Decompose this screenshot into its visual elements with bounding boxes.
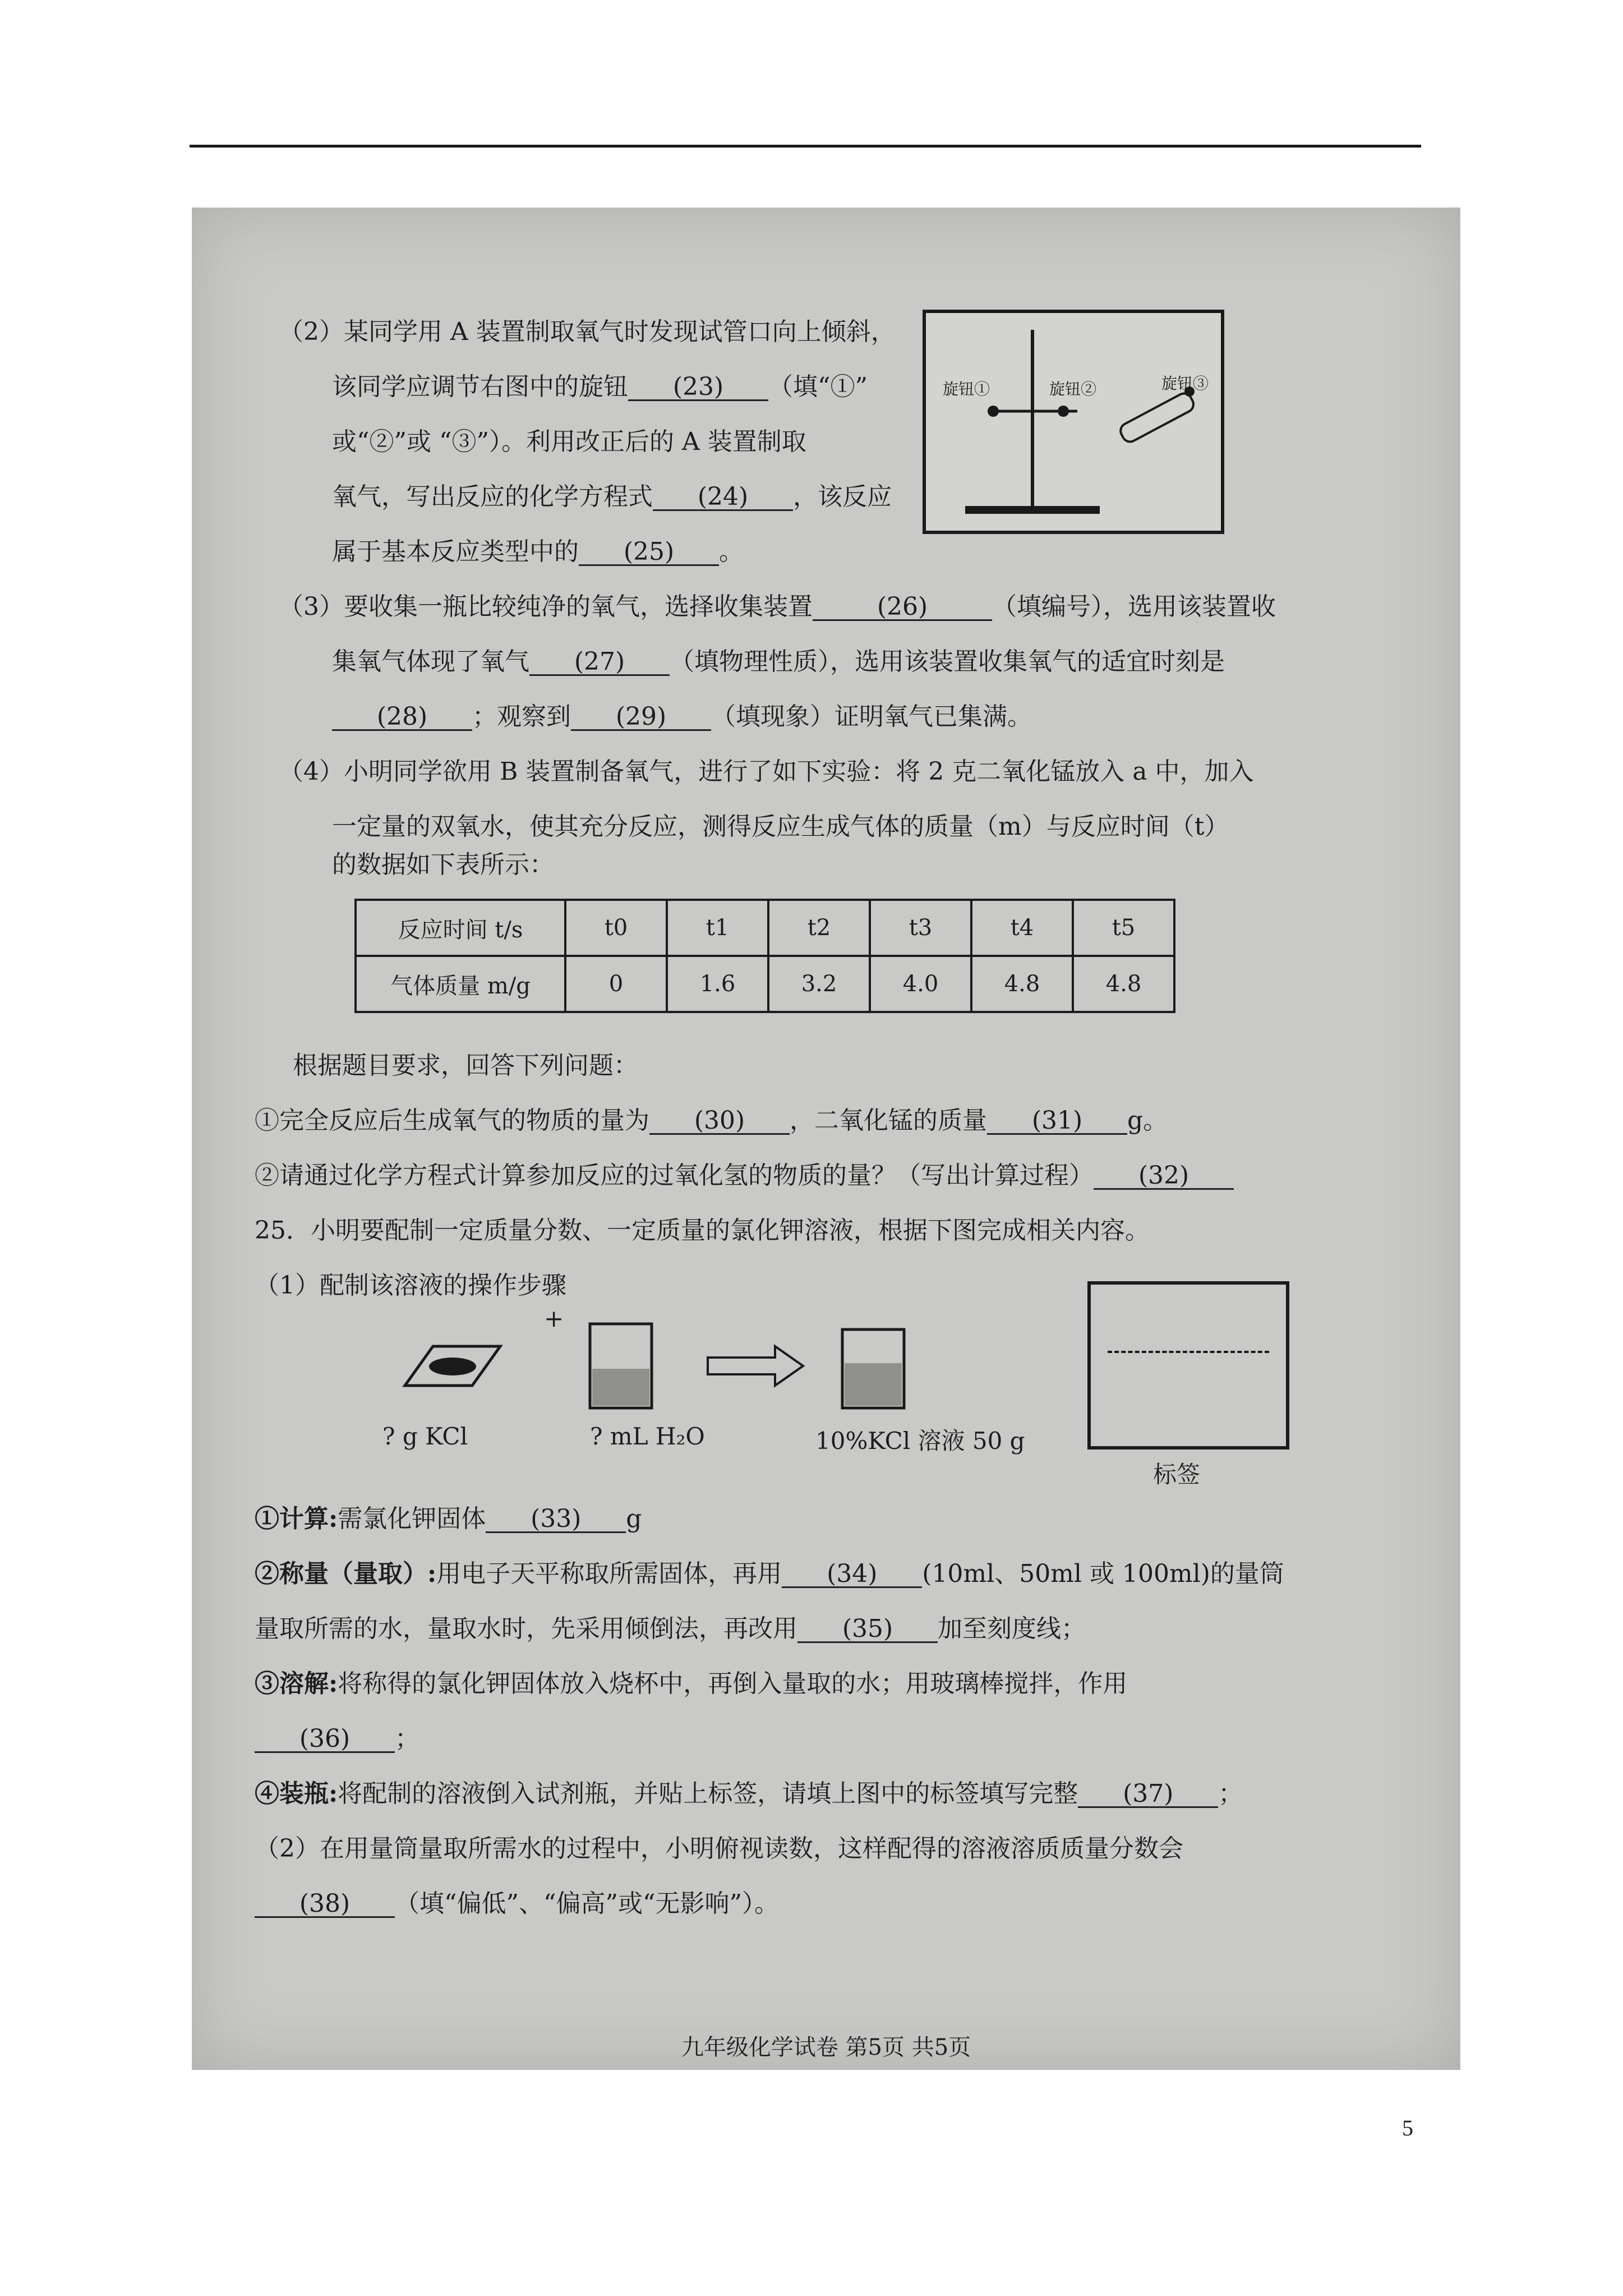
blank-28[interactable]: (28): [332, 705, 472, 731]
plus-sign: +: [544, 1305, 564, 1332]
table-cell: t4: [971, 900, 1073, 956]
knob3-label: 旋钮③: [1161, 374, 1209, 393]
blank-32[interactable]: (32): [1094, 1163, 1234, 1190]
table-cell: 4.0: [870, 956, 971, 1012]
blank-38[interactable]: (38): [255, 1892, 395, 1918]
q2-line4: 氧气，写出反应的化学方程式 (24) ，该反应: [332, 482, 892, 511]
blank-33[interactable]: (33): [486, 1507, 626, 1533]
q4-line3: 的数据如下表所示：: [332, 850, 554, 879]
q4-line1: （4）小明同学欲用 B 装置制备氧气，进行了如下实验：将 2 克二氧化锰放入 a 中，加入: [279, 757, 1254, 786]
blank-26[interactable]: (26): [813, 595, 992, 621]
cap-solution: 10%KCl 溶液 50 g: [815, 1427, 1025, 1455]
step-2: ②称量（量取）:用电子天平称取所需固体，再用 (34) (10ml、50ml 或 100ml)的量筒: [255, 1559, 1284, 1588]
q2-line5: 属于基本反应类型中的 (25) 。: [332, 537, 744, 566]
table-cell: t5: [1073, 900, 1174, 956]
header-rule: [190, 145, 1421, 148]
blank-27[interactable]: (27): [529, 650, 670, 676]
table-cell: 4.8: [1073, 956, 1174, 1012]
cap-label: 标签: [1153, 1461, 1201, 1488]
step-3: ③溶解:将称得的氯化钾固体放入烧杯中，再倒入量取的水；用玻璃棒搅拌，作用: [255, 1669, 1128, 1698]
q2-line3: 或“②”或 “③”）。利用改正后的 A 装置制取: [332, 427, 806, 456]
label-box: [1087, 1281, 1289, 1450]
table-row-time: [356, 900, 1174, 956]
step-1: ①计算:需氯化钾固体 (33) g: [255, 1504, 642, 1533]
kcl-solid-icon: [429, 1358, 476, 1375]
blank-31[interactable]: (31): [987, 1108, 1127, 1135]
answer-1: ①完全反应后生成氧气的物质的量为 (30) ，二氧化锰的质量 (31) g。: [255, 1106, 1168, 1135]
table-cell: 4.8: [971, 956, 1073, 1012]
iron-stand-drawing: [926, 313, 1221, 531]
table-cell: 3.2: [768, 956, 870, 1012]
iron-stand-figure: [923, 310, 1224, 534]
reaction-data-table: [354, 899, 1175, 1013]
step-3-cont: (36) ；: [255, 1727, 419, 1753]
q3-line2: 集氧气体现了氧气 (27) （填物理性质），选用该装置收集氧气的适宜时刻是: [332, 647, 1225, 676]
page-number: 5: [1402, 2115, 1413, 2141]
q3-line3: (28) ；观察到 (29) （填现象）证明氧气已集满。: [332, 705, 1032, 731]
q25-title: 25．小明要配制一定质量分数、一定质量的氯化钾溶液，根据下图完成相关内容。: [255, 1216, 1150, 1245]
blank-37[interactable]: (37): [1078, 1782, 1218, 1808]
cap-kcl: ? g KCl: [382, 1423, 468, 1450]
table-cell: t3: [870, 900, 971, 956]
knob1-label: 旋钮①: [943, 380, 990, 398]
photo-footer: 九年级化学试卷 第5页 共5页: [681, 2035, 971, 2060]
knob2-label: 旋钮②: [1049, 380, 1097, 398]
step-4: ④装瓶:将配制的溶液倒入试剂瓶，并贴上标签，请填上图中的标签填写完整 (37) ；: [255, 1779, 1243, 1808]
q2-line1: （2）某同学用 A 装置制取氧气时发现试管口向上倾斜，: [279, 318, 896, 346]
step-2-cont: 量取所需的水，量取水时，先采用倾倒法，再改用 (35) 加至刻度线；: [255, 1614, 1086, 1643]
blank-34[interactable]: (34): [782, 1562, 922, 1588]
preparation-diagram: [382, 1307, 1055, 1425]
table-cell: t2: [768, 900, 870, 956]
exam-photo: [192, 208, 1460, 2070]
q4-line2: 一定量的双氧水，使其充分反应，测得反应生成气体的质量（m）与反应时间（t）: [332, 812, 1229, 841]
answer-2: ②请通过化学方程式计算参加反应的过氧化氢的物质的量？（写出计算过程） (32): [255, 1163, 1234, 1190]
q3-line1: （3）要收集一瓶比较纯净的氧气，选择收集装置 (26) （填编号），选用该装置收: [279, 592, 1276, 621]
table-row-mass: [356, 956, 1174, 1012]
blank-35[interactable]: (35): [797, 1617, 938, 1643]
blank-23[interactable]: (23): [628, 375, 768, 401]
answer-intro: 根据题目要求，回答下列问题：: [293, 1051, 638, 1080]
q2-line2: 该同学应调节右图中的旋钮 (23) （填“①”: [332, 372, 868, 401]
blank-24[interactable]: (24): [653, 485, 793, 511]
q25-sub2-cont: (38) （填“偏低”、“偏高”或“无影响”）。: [255, 1892, 779, 1918]
table-cell: t1: [667, 900, 768, 956]
table-cell: 1.6: [667, 956, 768, 1012]
arrow-icon: [708, 1346, 803, 1386]
blank-36[interactable]: (36): [255, 1727, 395, 1753]
table-cell: 0: [565, 956, 667, 1012]
blank-29[interactable]: (29): [571, 705, 711, 731]
table-cell: t0: [565, 900, 667, 956]
blank-30[interactable]: (30): [649, 1108, 790, 1135]
blank-25[interactable]: (25): [579, 540, 719, 566]
q25-sub2: （2）在用量筒量取所需水的过程中，小明俯视读数，这样配得的溶液溶质质量分数会: [255, 1834, 1183, 1863]
q25-sub1: （1）配制该溶液的操作步骤: [255, 1271, 566, 1300]
cap-water: ? mL H₂O: [590, 1423, 705, 1450]
table-head-mass: 气体质量 m/g: [356, 956, 565, 1012]
table-head-time: 反应时间 t/s: [356, 900, 565, 956]
